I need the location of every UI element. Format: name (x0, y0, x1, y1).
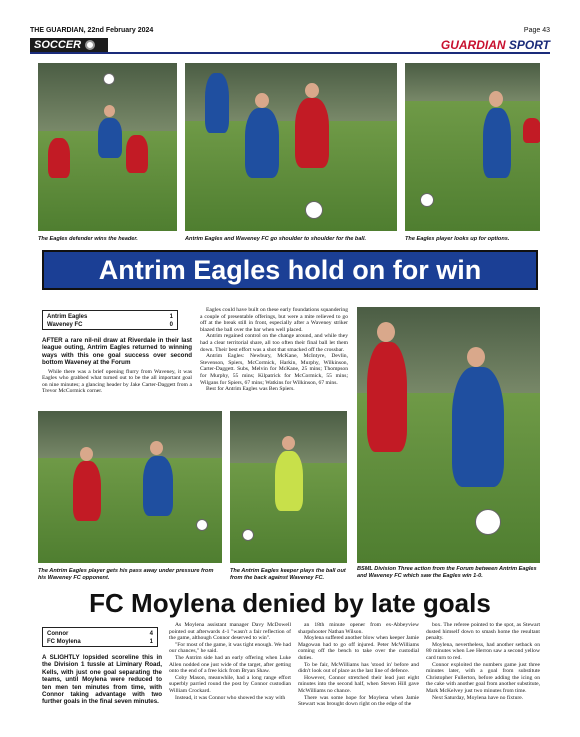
score-row: Antrim Eagles 1 (47, 314, 173, 320)
story2-paragraph: Coby Mason, meanwhile, had a long range effort superbly parried round the post by Connor custodian William Crockard. (169, 674, 291, 694)
story1-column-2 (200, 307, 348, 393)
story2-paragraph: There was some hope for Moylena when Jamie Stewart was brought down right on the edge of the (298, 694, 419, 708)
story1-paragraph: Antrim regained control on the change around, and while they had a clear territorial share, all too often their final ball let them down. Their best effort was a shot that smacked off the crossbar. (200, 333, 348, 353)
caption-6: BSML Division Three action from the Forum between Antrim Eagles and Waveney FC which saw the Eagles win 1-0. (357, 566, 537, 579)
photo-header-win (38, 63, 177, 231)
section-bar (30, 38, 550, 54)
caption-1: The Eagles defender wins the header. (38, 236, 138, 242)
story2-paragraph: box. The referee pointed to the spot, as Stewart dusted himself down to smash home the resultant penalty. (426, 622, 540, 642)
headline-antrim-eagles: Antrim Eagles hold on for win (42, 250, 538, 290)
photo-pass-away (38, 411, 222, 563)
photo-looks-up (405, 63, 540, 231)
story2-column-2 (169, 622, 291, 701)
story2-column-1 (42, 654, 162, 708)
story2-paragraph: "For most of the game, it was tight enough. We had our chances," he said. (169, 641, 291, 655)
photo-forum-action (357, 307, 540, 563)
photo-keeper (230, 411, 347, 563)
soccer-label: SOCCER (30, 38, 108, 52)
story2-paragraph: Connor exploited the numbers game just three minutes later, with a goal from substitute Christopher Fullerton, before adding the icing on the cake with another goal from another substitute, Mark McKelvey just two minutes from time. (426, 661, 540, 694)
story1-paragraph: Best for Antrim Eagles was Ben Spiers. (206, 386, 295, 393)
story2-paragraph: an 18th minute opener from ex-Abbeyview sharpshooter Nathan Wilson. (298, 622, 419, 635)
story2-paragraph: Moylena suffered another blow when keeper Jamie Magowan had to go off injured. Peter McWilliams coming off the bench to take over the custodial duties. (298, 635, 419, 661)
story2-paragraph: Next Saturday, Moylena have no fixture. (432, 694, 524, 701)
story2-paragraph: Moylena, nevertheless, had another setback on 80 minutes when Lee Herron saw a second yellow card turn to red. (426, 641, 540, 661)
story2-paragraph: However, Connor stretched their lead just eight minutes into the second half, when Steven Hill gave McWilliams no chance. (298, 674, 419, 694)
headline-fc-moylena: FC Moylena denied by late goals (89, 588, 491, 618)
story2-paragraph: As Moylena assistant manager Davy McDowell pointed out afterwards 4-1 "wasn't a fair reflection of the game, although Connor deserved to win". (169, 622, 291, 642)
caption-2: Antrim Eagles and Waveney FC go shoulder to shoulder for the ball. (185, 236, 367, 242)
scorebox-story2 (42, 627, 158, 647)
story2-paragraph: The Antrim side had an early offering when Luke Allen nodded one just wide of the target, after getting onto the end of a free kick from Bryan Shaw. (169, 654, 291, 675)
story2-paragraph: To be fair, McWilliams has 'stood in' before and didn't look out of place as the last line of defence. (298, 661, 419, 675)
page-number: Page 43 (523, 27, 550, 34)
caption-3: The Eagles player looks up for options. (405, 236, 510, 242)
masthead (30, 27, 550, 37)
story1-paragraph: Eagles could have built on these early foundations squandering a couple of presentable offerings, but were a mite relieved to go off at the break still in front, especially after a Waveney striker blazed the ball over the bar when well placed. (200, 307, 348, 333)
story1-lead: AFTER a rare nil-nil draw at Riverdale in their last league outing, Antrim Eagles returned to winning ways with this one goal success over second bottom Waveney at the Forum (42, 337, 192, 367)
guardian-sport-logo: GUARDIAN SPORT (440, 38, 550, 52)
scorebox-story1 (42, 310, 178, 330)
story2-column-4 (426, 622, 540, 701)
story1-paragraph: While there was a brief opening flurry from Waveney, it was Eagles who grabbed what turned out to be the all important goal on nine minutes; a glancing header by Jake Carter-Daggett from a Trevor McCormick corner. (42, 368, 192, 395)
score-row: Connor 4 (47, 631, 153, 637)
caption-4: The Antrim Eagles player gets his pass away under pressure from his Waveney FC opponent. (38, 568, 214, 581)
story2-column-3 (298, 622, 419, 708)
football-icon (85, 40, 95, 50)
score-row: FC Moylena 1 (47, 639, 153, 645)
story1-paragraph: Antrim Eagles: Newbury, McKane, McIntyre, Devlin, Stevenson, Spiers, McCormick, Harkin, Murphy, Wilkinson, Carter-Daggett. Subs, Melvin for McKane, 25 mins; Thompson for Murphy, 55 mins; Kilpatrick for McCormick, 55 mins; Wilgans for Spiers, 67 mins; Watkins for Wilkinson, 67 mins. (200, 353, 348, 386)
story2-lead: A SLIGHTLY lopsided scoreline this in the Division 1 tussle at Liminary Road, Kells, with just one goal separating the teams, until Moylena were reduced to ten men ten minutes from time, with Connor taking advantage with two further goals in the final seven minutes. (42, 654, 162, 706)
score-row: Waveney FC 0 (47, 322, 173, 328)
story1-column-1 (42, 337, 192, 395)
story2-paragraph: Instead, it was Connor who showed the way with (175, 694, 286, 701)
masthead-date: THE GUARDIAN, 22nd February 2024 (30, 27, 154, 34)
caption-5: The Antrim Eagles keeper plays the ball out from the back against Waveney FC. (230, 568, 346, 581)
photo-shoulder-to-shoulder (185, 63, 397, 231)
